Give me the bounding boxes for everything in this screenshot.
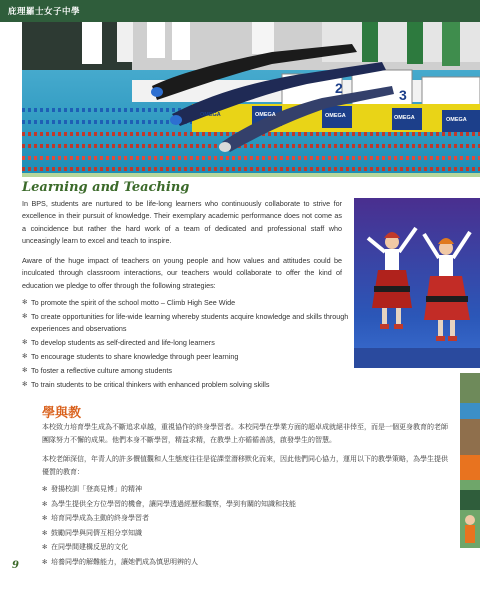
chinese-strategy-item: ✻ 鼓勵同學與同儕互相分享知識 [42,527,452,540]
english-strategy-item: ✻ To foster a reflective culture among students [22,365,352,377]
omega-sponsor-4: OMEGA [446,117,467,123]
lane-number-3: 3 [399,87,407,103]
page-number: 9 [12,560,19,571]
chinese-strategy-item: ✻ 在同學間建構反思的文化 [42,541,452,554]
swimming-pool-photo [22,22,480,174]
side-thumbnail-photo-2 [460,480,480,548]
english-strategy-item: ✻ To create opportunities for life-wide learning whereby students acquire knowledge and skills through experiences and observations [22,311,352,336]
english-strategy-item: ✻ To train students to be critical thinkers with enhanced problem solving skills [22,379,352,391]
chinese-strategy-item: ✻ 發揚校訓「登高見博」的精神 [42,483,452,496]
chinese-strategy-item: ✻ 為學生提供全方位學習的機會，讓同學透過經歷和觀察，學到有關的知識和技能 [42,498,452,511]
english-strategy-item: ✻ To promote the spirit of the school motto – Climb High See Wide [22,297,352,309]
folk-dance-photo [354,198,480,368]
omega-sponsor-1: OMEGA [255,112,276,118]
omega-sponsor-5: OMEGA [200,112,221,118]
lane-number-2: 2 [335,80,343,96]
chinese-paragraph-2: 本校老師深信，年青人的許多價值觀和人生態度往往是從課堂潛移默化而來，因此他們同心協力，運用以下的教學策略，為學生提供優質的教育： [42,455,448,476]
english-paragraph-1: In BPS, students are nurtured to be life-long learners who continuously collaborate to strive for excellence in their pursuit of knowledge. Their exemplary academic performance does not come as a coincidence but rather the hard work of a team of dedicated and professional staff who unceasingly learn to excel and teach to inspire. [22,199,342,245]
school-name: 庇理羅士女子中學 [8,7,81,17]
omega-sponsor-3: OMEGA [394,115,415,121]
chinese-strategy-list [42,483,452,571]
english-section-title: Learning and Teaching [22,180,190,195]
side-thumbnail-photo-1 [460,373,480,455]
chinese-strategy-item: ✻ 培育同學成為主動的終身學習者 [42,512,452,525]
photo-divider [22,173,480,177]
english-strategy-list [22,297,352,393]
english-strategy-item: ✻ To encourage students to share knowledge through peer learning [22,351,352,363]
omega-sponsor-2: OMEGA [325,113,346,119]
header-band [0,0,480,22]
chinese-strategy-item: ✻ 培養同學的解難能力，讓她們成為慎思明辨的人 [42,556,452,569]
english-paragraph-2: Aware of the huge impact of teachers on young people and how values and attitudes could be inculcated through classroom interactions, our teachers would collaborate to offer the kind of education we pledge to offer through the following strategies: [22,256,342,290]
english-strategy-item: ✻ To develop students as self-directed and life-long learners [22,337,352,349]
chinese-paragraph-1: 本校致力培育學生成為不斷追求卓越，重視協作的終身學習者。本校同學在學業方面的超卓成就絕非倖至，而是一個更身教育的老師團隊努力不懈的成果。他們本身不斷學習，精益求精，在教學上亦循循善誘，啟發學生的智慧。 [42,423,448,444]
chinese-section-title: 學與教 [42,406,82,421]
